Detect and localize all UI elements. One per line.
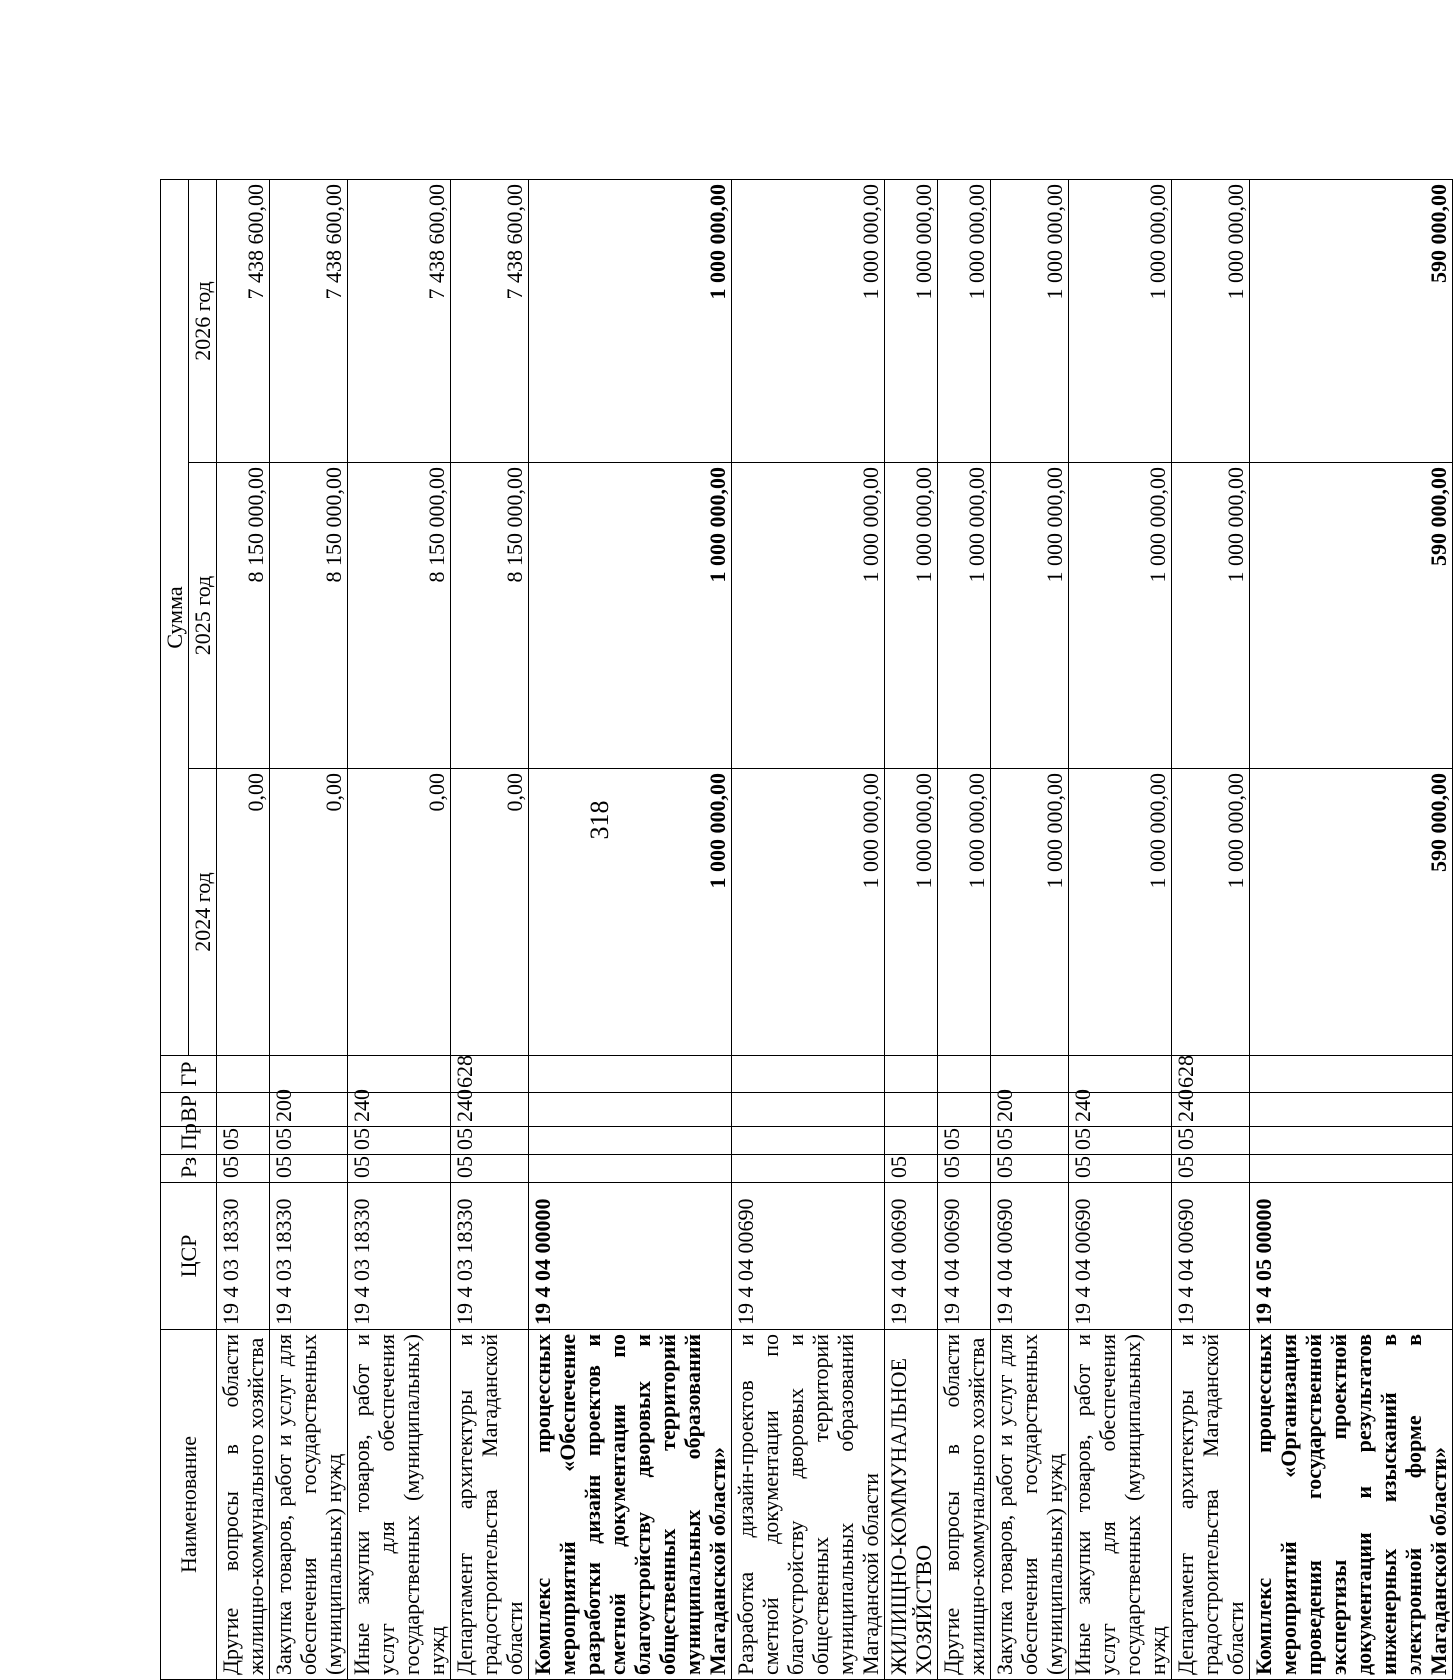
row-vr (938, 1093, 991, 1127)
budget-table (160, 179, 1453, 1680)
row-gr (1250, 1056, 1453, 1093)
row-2025: 1 000 000,00 (991, 463, 1069, 769)
row-gr (217, 1056, 270, 1093)
row-gr (1069, 1056, 1172, 1093)
row-2026: 7 438 600,00 (348, 180, 451, 463)
row-2024: 0,00 (270, 769, 348, 1056)
header-gr: ГР (161, 1056, 217, 1093)
row-csr: 19 4 03 18330 (270, 1183, 348, 1330)
row-csr: 19 4 04 00690 (991, 1183, 1069, 1330)
row-rz: 05 (885, 1155, 938, 1183)
row-2026: 1 000 000,00 (885, 180, 938, 463)
row-rz: 05 (451, 1155, 529, 1183)
row-2026: 1 000 000,00 (529, 180, 732, 463)
row-gr (991, 1056, 1069, 1093)
row-2025: 1 000 000,00 (1069, 463, 1172, 769)
row-gr (348, 1056, 451, 1093)
row-pr (885, 1127, 938, 1155)
row-name: Разработка дизайн-проектов и сметной документации по благоустройству дворовых и общественных территорий муниципальных образований Магаданской области (732, 1330, 885, 1680)
table-row (1250, 180, 1453, 1680)
row-name: ЖИЛИЩНО-КОММУНАЛЬНОЕ ХОЗЯЙСТВО (885, 1330, 938, 1680)
row-2024: 0,00 (217, 769, 270, 1056)
row-csr: 19 4 04 00690 (1172, 1183, 1250, 1330)
row-pr (1250, 1127, 1453, 1155)
row-name: Комплекс процессных мероприятий «Организация проведения государственной экспертизы проектной документации и результатов инженерных изысканий в электронной форме в Магаданской области» (1250, 1330, 1453, 1680)
row-csr: 19 4 04 00690 (732, 1183, 885, 1330)
row-vr: 200 (270, 1093, 348, 1127)
row-rz: 05 (217, 1155, 270, 1183)
row-vr: 240 (1172, 1093, 1250, 1127)
row-rz: 05 (991, 1155, 1069, 1183)
row-csr: 19 4 05 00000 (1250, 1183, 1453, 1330)
table-body (217, 180, 1453, 1680)
row-2024: 1 000 000,00 (991, 769, 1069, 1056)
header-rz: Рз (161, 1155, 217, 1183)
row-rz (529, 1155, 732, 1183)
row-rz: 05 (938, 1155, 991, 1183)
row-name: Иные закупки товаров, работ и услуг для обеспечения государственных (муниципальных) нужд (1069, 1330, 1172, 1680)
row-2026: 1 000 000,00 (1172, 180, 1250, 463)
row-2025: 8 150 000,00 (451, 463, 529, 769)
table-row (991, 180, 1069, 1680)
row-vr: 240 (451, 1093, 529, 1127)
row-vr (1250, 1093, 1453, 1127)
row-gr (529, 1056, 732, 1093)
header-2025: 2025 год (189, 463, 217, 769)
table-row (938, 180, 991, 1680)
row-2024: 590 000,00 (1250, 769, 1453, 1056)
row-rz: 05 (270, 1155, 348, 1183)
row-name: Департамент архитектуры и градостроительства Магаданской области (451, 1330, 529, 1680)
row-2025: 1 000 000,00 (529, 463, 732, 769)
row-2025: 590 000,00 (1250, 463, 1453, 769)
row-2026: 1 000 000,00 (732, 180, 885, 463)
row-2025: 8 150 000,00 (348, 463, 451, 769)
row-rz: 05 (1172, 1155, 1250, 1183)
row-2026: 1 000 000,00 (1069, 180, 1172, 463)
header-pr: Пр (161, 1127, 217, 1155)
row-pr: 05 (270, 1127, 348, 1155)
row-pr: 05 (451, 1127, 529, 1155)
row-2024: 1 000 000,00 (1069, 769, 1172, 1056)
row-vr (529, 1093, 732, 1127)
row-vr (732, 1093, 885, 1127)
table-row (217, 180, 270, 1680)
header-name: Наименование (161, 1330, 217, 1680)
row-2024: 0,00 (451, 769, 529, 1056)
row-2024: 1 000 000,00 (938, 769, 991, 1056)
row-pr: 05 (938, 1127, 991, 1155)
row-name: Комплекс процессных мероприятий «Обеспечение разработки дизайн проектов и сметной документации по благоустройству дворовых и общественных территорий муниципальных образований Магаданской области» (529, 1330, 732, 1680)
row-gr (938, 1056, 991, 1093)
row-name: Иные закупки товаров, работ и услуг для обеспечения государственных (муниципальных) нужд (348, 1330, 451, 1680)
row-2025: 1 000 000,00 (1172, 463, 1250, 769)
row-pr: 05 (348, 1127, 451, 1155)
row-gr: 628 (451, 1056, 529, 1093)
row-name: Закупка товаров, работ и услуг для обеспечения государственных (муниципальных) нужд (270, 1330, 348, 1680)
row-2024: 1 000 000,00 (1172, 769, 1250, 1056)
table-row (1172, 180, 1250, 1680)
rotated-table-container (160, 180, 1451, 1680)
table-row (348, 180, 451, 1680)
row-rz (732, 1155, 885, 1183)
row-2025: 1 000 000,00 (732, 463, 885, 769)
row-csr: 19 4 04 00690 (1069, 1183, 1172, 1330)
row-2026: 7 438 600,00 (270, 180, 348, 463)
row-2026: 7 438 600,00 (217, 180, 270, 463)
row-2024: 1 000 000,00 (529, 769, 732, 1056)
row-csr: 19 4 04 00690 (938, 1183, 991, 1330)
table-row (270, 180, 348, 1680)
row-2026: 1 000 000,00 (991, 180, 1069, 463)
page-number: 318 (585, 800, 614, 840)
table-row (529, 180, 732, 1680)
row-gr (270, 1056, 348, 1093)
row-gr (885, 1056, 938, 1093)
table-row (451, 180, 529, 1680)
row-2026: 1 000 000,00 (938, 180, 991, 463)
row-vr (217, 1093, 270, 1127)
row-2024: 1 000 000,00 (732, 769, 885, 1056)
row-vr: 240 (1069, 1093, 1172, 1127)
row-2026: 7 438 600,00 (451, 180, 529, 463)
row-name: Департамент архитектуры и градостроительства Магаданской области (1172, 1330, 1250, 1680)
row-pr (732, 1127, 885, 1155)
row-pr (529, 1127, 732, 1155)
table-row (885, 180, 938, 1680)
row-vr: 200 (991, 1093, 1069, 1127)
row-rz: 05 (1069, 1155, 1172, 1183)
header-2026: 2026 год (189, 180, 217, 463)
row-2025: 1 000 000,00 (938, 463, 991, 769)
table-row (732, 180, 885, 1680)
row-2025: 1 000 000,00 (885, 463, 938, 769)
row-rz (1250, 1155, 1453, 1183)
row-pr: 05 (1069, 1127, 1172, 1155)
row-2025: 8 150 000,00 (270, 463, 348, 769)
row-gr: 628 (1172, 1056, 1250, 1093)
row-2026: 590 000,00 (1250, 180, 1453, 463)
header-2024: 2024 год (189, 769, 217, 1056)
row-csr: 19 4 03 18330 (348, 1183, 451, 1330)
row-pr: 05 (1172, 1127, 1250, 1155)
row-name: Закупка товаров, работ и услуг для обеспечения государственных (муниципальных) нужд (991, 1330, 1069, 1680)
row-gr (732, 1056, 885, 1093)
row-pr: 05 (991, 1127, 1069, 1155)
row-csr: 19 4 04 00690 (885, 1183, 938, 1330)
row-2024: 1 000 000,00 (885, 769, 938, 1056)
table-header (161, 180, 217, 1680)
row-csr: 19 4 04 00000 (529, 1183, 732, 1330)
row-pr: 05 (217, 1127, 270, 1155)
header-sum: Сумма (161, 180, 189, 1056)
row-2025: 8 150 000,00 (217, 463, 270, 769)
row-rz: 05 (348, 1155, 451, 1183)
row-name: Другие вопросы в области жилищно-коммунального хозяйства (938, 1330, 991, 1680)
header-vr: ВР (161, 1093, 217, 1127)
row-csr: 19 4 03 18330 (451, 1183, 529, 1330)
row-name: Другие вопросы в области жилищно-коммунального хозяйства (217, 1330, 270, 1680)
table-row (1069, 180, 1172, 1680)
row-vr (885, 1093, 938, 1127)
row-vr: 240 (348, 1093, 451, 1127)
header-csr: ЦСР (161, 1183, 217, 1330)
row-2024: 0,00 (348, 769, 451, 1056)
row-csr: 19 4 03 18330 (217, 1183, 270, 1330)
